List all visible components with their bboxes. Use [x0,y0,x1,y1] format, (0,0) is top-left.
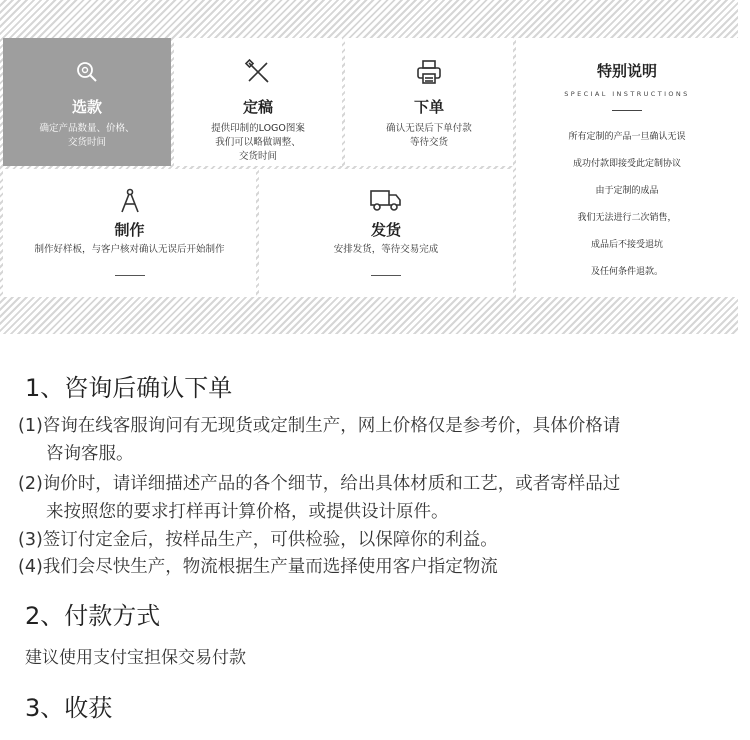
list-item: 由于定制的成品 [595,186,659,196]
special-title: 特别说明 [596,62,657,80]
pen-ruler-icon [174,58,342,86]
paragraph-line: (1)咨询在线客服询问有无现货或定制生产，网上价格仅是参考价，具体价格请 [18,416,621,436]
list-item: 成功付款即接受此定制协议 [572,159,681,169]
paragraph-line: (2)询价时，请详细描述产品的各个细节，给出具体材质和工艺，或者寄样品过 [18,474,621,494]
truck-icon [259,187,513,213]
step-title: 制作 [114,221,145,239]
step-card-ship [259,169,513,297]
printer-icon [345,58,513,86]
process-banner [0,0,738,334]
paragraph-line: (4)我们会尽快生产，物流根据生产量而选择使用客户指定物流 [18,557,498,577]
list-item: 我们无法进行二次销售， [577,213,677,223]
paragraph-line: (3)签订付定金后，按样品生产，可供检验，以保障你的利益。 [18,530,498,550]
step-desc: 提供印制的LOGO图案 我们可以略做调整、 交货时间 [211,123,305,162]
step-title: 发货 [370,221,401,239]
section-heading: 2、付款方式 [25,602,161,630]
paragraph-line: 咨询客服。 [46,444,134,464]
special-subtitle: SPECIAL INSTRUCTIONS [564,90,690,98]
magnifier-icon [3,60,171,84]
paragraph [18,553,730,581]
step-card-order [345,38,513,166]
step-title: 选款 [71,98,102,116]
step-card-finalize [174,38,342,166]
step-desc: 确认无误后下单付款 等待交货 [386,123,472,148]
paragraph [18,412,730,468]
list-item: 所有定制的产品一旦确认无误 [568,132,686,142]
list-item: 成品后不接受退坑 [590,240,663,250]
special-list [520,124,734,286]
divider [612,110,642,111]
divider [115,275,145,276]
paragraph-line: 来按照您的要求打样再计算价格，或提供设计原件。 [46,502,449,522]
special-instructions-card [516,38,738,297]
list-item: 及任何条件退款。 [590,267,663,277]
divider [371,275,401,276]
paragraph: 建议使用支付宝担保交易付款 [25,648,246,668]
step-desc: 安排发货，等待交易完成 [333,244,439,255]
step-desc: 确定产品数量、价格、 交货时间 [39,123,135,148]
step-title: 定稿 [242,98,273,116]
section-heading: 1、咨询后确认下单 [25,374,233,402]
paragraph [18,526,730,554]
step-card-produce [3,169,256,297]
paragraph [18,470,730,526]
step-card-select [3,38,171,166]
step-desc: 制作好样板，与客户核对确认无误后开始制作 [34,244,225,255]
compass-icon [3,187,256,215]
step-title: 下单 [413,98,444,116]
section-heading: 3、收获 [25,694,113,722]
